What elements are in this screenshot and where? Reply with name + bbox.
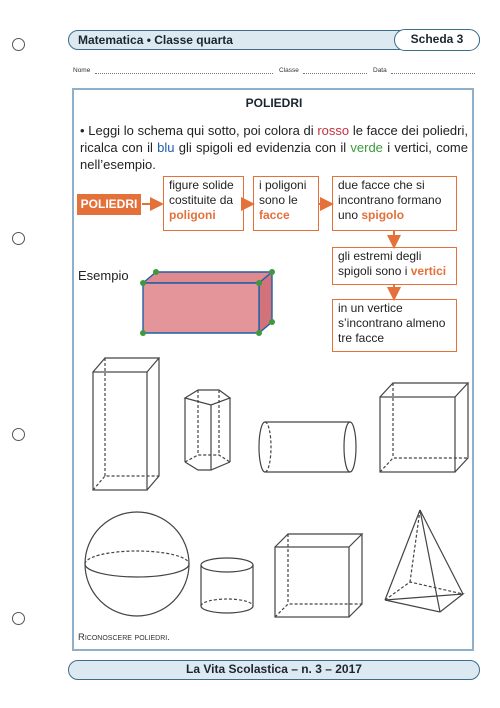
- small-cylinder-figure: [201, 558, 253, 613]
- example-prism: [140, 269, 275, 336]
- worksheet-title: POLIEDRI: [245, 96, 303, 110]
- keyword-poligoni: poligoni: [169, 208, 216, 222]
- pyramid-figure: [385, 510, 463, 612]
- word-verde: verde: [350, 140, 383, 155]
- schema-root: POLIEDRI: [77, 194, 141, 215]
- name-label: Nome: [73, 67, 91, 74]
- keyword-facce: facce: [259, 208, 290, 222]
- schema-text: in un vertice s’incontrano almeno tre facce: [338, 301, 446, 345]
- date-label: Data: [373, 67, 387, 74]
- word-rosso: rosso: [317, 123, 350, 138]
- schema-text: i poligoni sono le: [259, 178, 307, 207]
- box-figure: [275, 534, 362, 617]
- header-title: Matematica • Classe quarta: [78, 33, 233, 47]
- pentagonal-prism-figure: [185, 390, 230, 470]
- word-blu: blu: [157, 140, 175, 155]
- caption-label: Riconoscere poliedri.: [78, 632, 170, 643]
- instruction-part: gli spigoli ed evidenzia con il: [174, 140, 351, 155]
- cube-figure: [380, 383, 468, 472]
- cylinder-figure: [259, 422, 356, 472]
- class-label: Classe: [279, 67, 299, 74]
- instruction-part: i vertici, come nell’esempio.: [80, 140, 468, 172]
- example-label: Esempio: [78, 268, 129, 283]
- footer-bar: La Vita Scolastica – n. 3 – 2017: [68, 660, 480, 680]
- keyword-vertici: vertici: [410, 264, 447, 278]
- schema-text: due facce che si incontrano formano uno: [338, 178, 442, 222]
- tall-prism-figure: [93, 358, 159, 490]
- schema-text: gli estremi degli spigoli sono i: [338, 249, 422, 278]
- sphere-figure: [85, 512, 189, 616]
- keyword-spigolo: spigolo: [361, 208, 405, 222]
- sheet-number: Scheda 3: [394, 29, 480, 51]
- schema-text: figure solide costituite da: [169, 178, 234, 207]
- instruction-part: • Leggi lo schema qui sotto, poi colora di: [80, 123, 318, 138]
- instruction-part: le facce dei poliedri, ricalca con il: [80, 123, 468, 155]
